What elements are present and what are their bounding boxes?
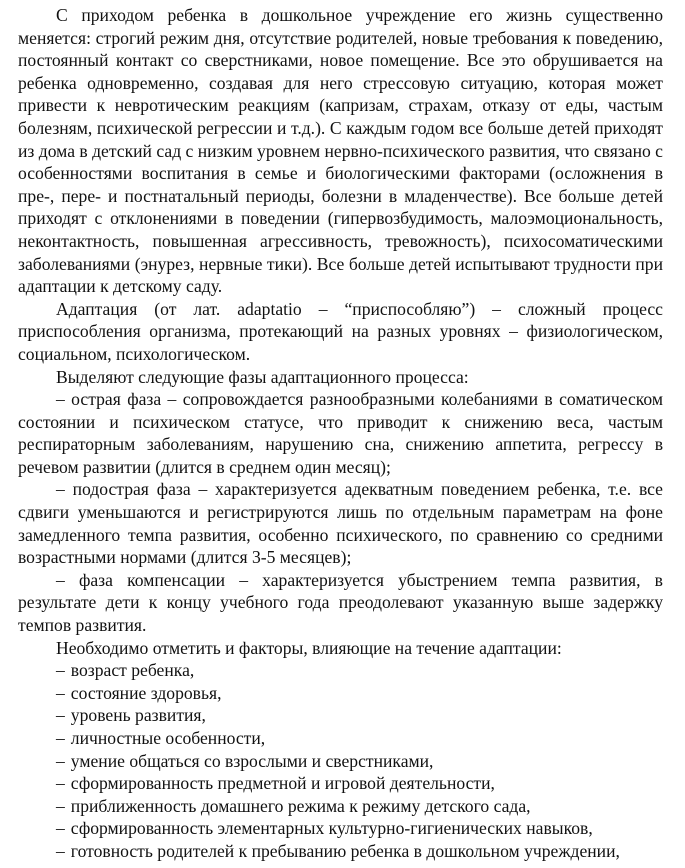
- definition-paragraph: Адаптация (от лат. adaptatio – “приспособляю”) – сложный процесс приспособления организма, протекающий на разных уровнях – физиологическом, социальном, психологическом.: [18, 298, 663, 364]
- factors-list: [18, 659, 663, 862]
- list-item: [18, 659, 663, 682]
- list-item: [18, 840, 663, 863]
- list-item: [18, 750, 663, 773]
- factor-text: возраст ребенка,: [70, 660, 195, 681]
- factor-text: готовность родителей к пребыванию ребенка в дошкольном учреждении,: [70, 840, 620, 861]
- list-item: [18, 772, 663, 795]
- phase-compensation: – фаза компенсации – характеризуется убыстрением темпа развития, в результате дети к концу учебного года преодолевают указанную выше задержку темпов развития.: [18, 569, 663, 636]
- factors-intro-paragraph: Необходимо отметить и факторы, влияющие на течение адаптации:: [56, 637, 562, 658]
- document-page: [18, 4, 663, 863]
- dash-marker: –: [56, 795, 65, 816]
- factor-text: уровень развития,: [70, 705, 206, 726]
- list-item: [18, 682, 663, 705]
- intro-paragraph: С приходом ребенка в дошкольное учреждение его жизнь существенно меняется: строгий режим дня, отсутствие родителей, новые требования к поведению, постоянный контакт со сверстниками, новое помещение. Все это обрушивается на ребенка одновременно, создавая для него стрессовую ситуацию, которая может привести к невротическим реакциям (капризам, страхам, отказу от еды, частым болезням, психической регрессии и т.д.). С каждым годом все больше детей приходят из дома в детский сад с низким уровнем нервно-психического развития, что связано с особенностями воспитания в семье и биологическими факторами (осложнения в пре-, пере- и постнатальный периоды, болезни в младенчестве). Все больше детей приходят с отклонениями в поведении (гипервозбудимость, малоэмоциональность, неконтактность, повышенная агрессивность, тревожность), психосоматическими заболеваниями (энурез, нервные тики). Все больше детей испытывают трудности при адаптации к детскому саду.: [18, 5, 663, 297]
- phase-subacute: – подострая фаза – характеризуется адекватным поведением ребенка, т.е. все сдвиги уменьшаются и регистрируются лишь по отдельным параметрам на фоне замедленного темпа развития, особенно психического, по сравнению со средними возрастными нормами (длится 3-5 месяцев);: [18, 479, 663, 568]
- dash-marker: –: [56, 660, 65, 681]
- dash-marker: –: [56, 818, 65, 839]
- list-item: [18, 795, 663, 818]
- phase-acute: – острая фаза – сопровождается разнообразными колебаниями в соматическом состоянии и психическом статусе, что приводит к снижению веса, частым респираторным заболеваниям, нарушению сна, снижению аппетита, регрессу в речевом развитии (длится в среднем один месяц);: [18, 389, 663, 477]
- factor-text: приближенность домашнего режима к режиму детского сада,: [70, 795, 531, 816]
- factor-text: сформированность элементарных культурно-гигиенических навыков,: [70, 818, 593, 839]
- dash-marker: –: [56, 705, 65, 726]
- dash-marker: –: [56, 840, 65, 861]
- dash-marker: –: [56, 750, 65, 771]
- phases-intro-paragraph: Выделяют следующие фазы адаптационного процесса:: [56, 366, 469, 387]
- factor-text: личностные особенности,: [70, 728, 266, 748]
- list-item: [18, 704, 663, 727]
- list-item: [18, 817, 663, 840]
- factor-text: состояние здоровья,: [70, 682, 222, 703]
- dash-marker: –: [56, 682, 65, 703]
- dash-marker: –: [56, 728, 65, 748]
- list-item: [18, 727, 663, 750]
- dash-marker: –: [56, 773, 65, 794]
- factor-text: умение общаться со взрослыми и сверстниками,: [70, 750, 434, 771]
- factor-text: сформированность предметной и игровой деятельности,: [70, 773, 495, 794]
